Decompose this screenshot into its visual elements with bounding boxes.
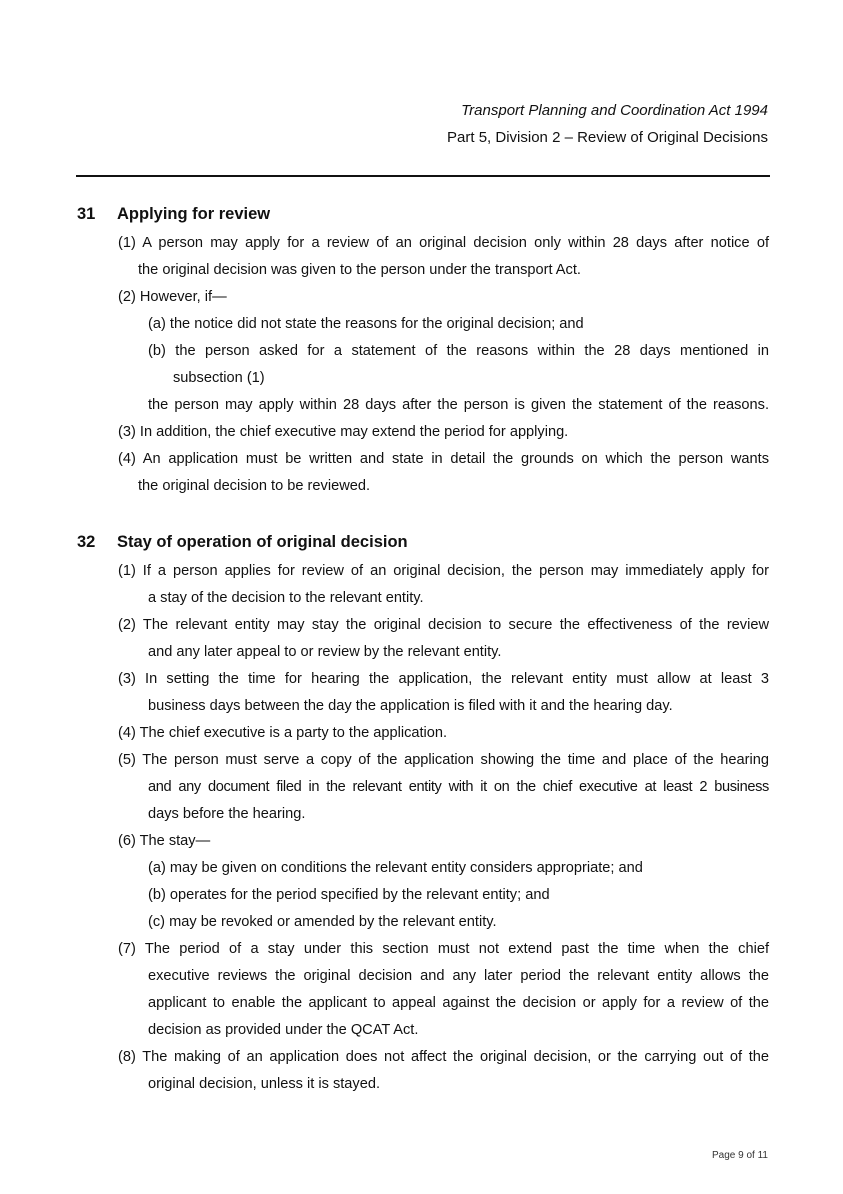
subsection-line: business days between the day the application is filed with it and the hearing day. (148, 698, 673, 714)
subsection-line: the original decision was given to the person under the transport Act. (138, 262, 581, 278)
subsection-line: (5) The person must serve a copy of the application showing the time and place of the hearing (118, 752, 769, 768)
subsection-line: (2) The relevant entity may stay the original decision to secure the effectiveness of the review (118, 617, 769, 633)
subsection-line: and any document filed in the relevant entity with it on the chief executive at least 2 business (148, 779, 769, 795)
subsection-line: (3) In addition, the chief executive may extend the period for applying. (118, 424, 569, 440)
subsection-line: days before the hearing. (148, 806, 306, 822)
part-division-heading: Part 5, Division 2 – Review of Original Decisions (447, 129, 768, 146)
subsection-line: applicant to enable the applicant to appeal against the decision or apply for a review of the (148, 995, 769, 1011)
act-title: Transport Planning and Coordination Act 1994 (461, 102, 768, 119)
section-heading-31 (77, 205, 270, 224)
subsection-line: (4) The chief executive is a party to the application. (118, 725, 448, 741)
section-heading-32 (77, 533, 408, 552)
subsection-line: executive reviews the original decision and any later period the relevant entity allows the (148, 968, 769, 984)
subsection-line: (3) In setting the time for hearing the application, the relevant entity must allow at least 3 (118, 671, 769, 687)
subsection-line: a stay of the decision to the relevant entity. (148, 590, 424, 606)
section-title: Stay of operation of original decision (117, 533, 408, 551)
subsection-line: (8) The making of an application does not affect the original decision, or the carrying out of the (118, 1049, 769, 1065)
subsection-line: (1) A person may apply for a review of an original decision only within 28 days after notice of (118, 235, 769, 251)
subsection-line: (6) The stay— (118, 833, 211, 849)
subsection-line: (4) An application must be written and state in detail the grounds on which the person wants (118, 451, 769, 467)
subsection-line: the original decision to be reviewed. (138, 478, 371, 494)
subsection-line: (2) However, if— (118, 289, 227, 305)
header-rule (76, 175, 770, 177)
paragraph-line: subsection (1) (173, 370, 265, 386)
subsection-line: the person may apply within 28 days after the person is given the statement of the reasons. (148, 397, 769, 413)
paragraph-line: (a) the notice did not state the reasons for the original decision; and (148, 316, 584, 332)
paragraph-line: (c) may be revoked or amended by the relevant entity. (148, 914, 497, 930)
subsection-line: original decision, unless it is stayed. (148, 1076, 380, 1092)
subsection-line: decision as provided under the QCAT Act. (148, 1022, 419, 1038)
paragraph-line: (b) the person asked for a statement of the reasons within the 28 days mentioned in (148, 343, 769, 359)
paragraph-line: (b) operates for the period specified by the relevant entity; and (148, 887, 550, 903)
subsection-line: (1) If a person applies for review of an original decision, the person may immediately apply for (118, 563, 769, 579)
subsection-line: and any later appeal to or review by the relevant entity. (148, 644, 502, 660)
section-number: 31 (77, 205, 96, 223)
paragraph-line: (a) may be given on conditions the relevant entity considers appropriate; and (148, 860, 643, 876)
subsection-line: (7) The period of a stay under this section must not extend past the time when the chief (118, 941, 769, 957)
page-number: Page 9 of 11 (712, 1150, 768, 1161)
section-title: Applying for review (117, 205, 271, 223)
section-number: 32 (77, 533, 96, 551)
